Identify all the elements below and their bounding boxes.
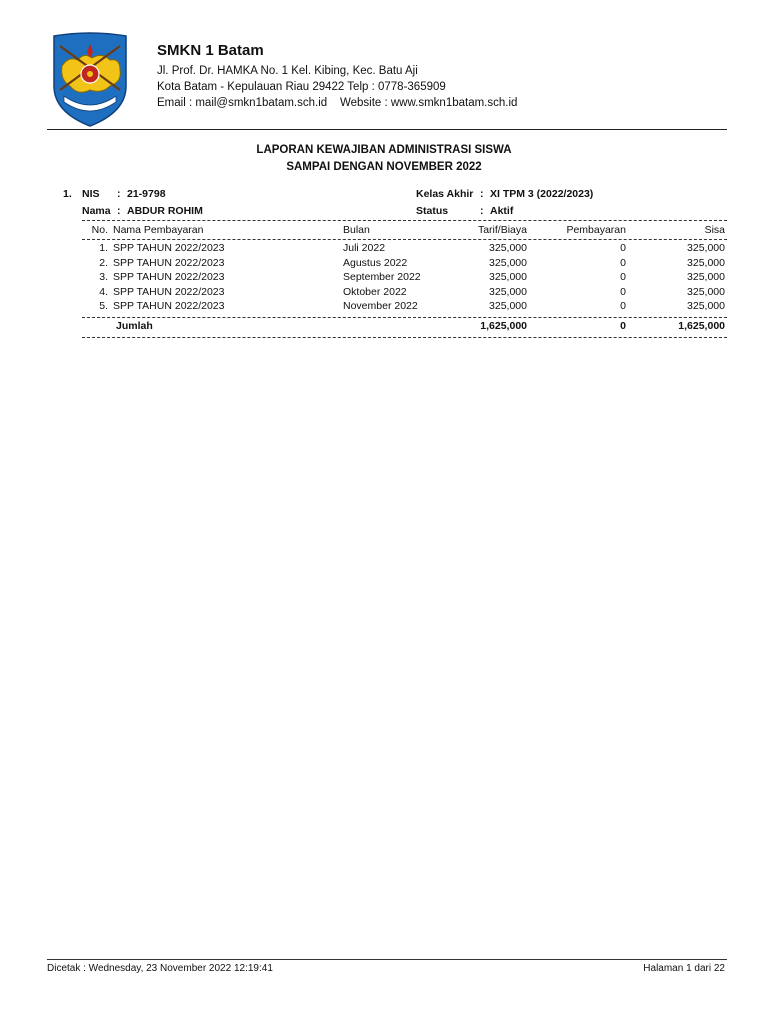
table-bottom-rule — [82, 337, 727, 338]
page-number: Halaman 1 dari 22 — [643, 963, 725, 974]
row-nama: SPP TAHUN 2022/2023 — [113, 271, 225, 283]
header-divider — [47, 129, 727, 130]
total-pembayaran: 0 — [620, 320, 626, 332]
row-nama: SPP TAHUN 2022/2023 — [113, 242, 225, 254]
table-header-rule — [82, 239, 727, 240]
row-no: 2. — [99, 257, 108, 269]
row-bulan: Oktober 2022 — [343, 286, 407, 298]
status-value: Aktif — [490, 205, 514, 217]
total-label: Jumlah — [116, 320, 153, 332]
row-pembayaran: 0 — [620, 242, 626, 254]
row-no: 4. — [99, 286, 108, 298]
student-index: 1. — [63, 188, 72, 200]
row-tarif: 325,000 — [489, 242, 527, 254]
row-no: 1. — [99, 242, 108, 254]
table-header-row — [0, 224, 768, 238]
email-website-line: Email : mail@smkn1batam.sch.id Website : www.smkn1batam.sch.id — [157, 97, 518, 109]
status-separator: : — [480, 205, 484, 217]
row-tarif: 325,000 — [489, 257, 527, 269]
table-row — [0, 257, 768, 271]
header-pembayaran: Pembayaran — [566, 224, 626, 236]
nis-value: 21-9798 — [127, 188, 166, 200]
row-tarif: 325,000 — [489, 271, 527, 283]
nama-separator: : — [117, 205, 121, 217]
row-no: 3. — [99, 271, 108, 283]
table-row — [0, 242, 768, 256]
kelas-value: XI TPM 3 (2022/2023) — [490, 188, 594, 200]
row-pembayaran: 0 — [620, 300, 626, 312]
school-crest-icon — [50, 28, 130, 128]
row-bulan: September 2022 — [343, 271, 421, 283]
header-no: No. — [91, 224, 108, 236]
row-sisa: 325,000 — [687, 286, 725, 298]
header-sisa: Sisa — [704, 224, 725, 236]
row-bulan: Juli 2022 — [343, 242, 386, 254]
row-nama: SPP TAHUN 2022/2023 — [113, 286, 225, 298]
nama-label: Nama — [82, 205, 111, 217]
row-sisa: 325,000 — [687, 257, 725, 269]
row-tarif: 325,000 — [489, 300, 527, 312]
row-sisa: 325,000 — [687, 300, 725, 312]
nis-label: NIS — [82, 188, 100, 200]
report-title: LAPORAN KEWAJIBAN ADMINISTRASI SISWA — [256, 144, 512, 156]
table-total-row — [0, 320, 768, 334]
row-sisa: 325,000 — [687, 242, 725, 254]
table-row — [0, 286, 768, 300]
row-pembayaran: 0 — [620, 286, 626, 298]
total-tarif: 1,625,000 — [480, 320, 527, 332]
nama-value: ABDUR ROHIM — [127, 205, 203, 217]
report-header — [0, 0, 768, 140]
header-bulan: Bulan — [343, 224, 370, 236]
footer-divider — [47, 959, 727, 960]
kelas-separator: : — [480, 188, 484, 200]
total-sisa: 1,625,000 — [678, 320, 725, 332]
row-nama: SPP TAHUN 2022/2023 — [113, 257, 225, 269]
kelas-label: Kelas Akhir — [416, 188, 474, 200]
header-nama-pembayaran: Nama Pembayaran — [113, 224, 204, 236]
contact-line: Kota Batam - Kepulauan Riau 29422 Telp : 0778-365909 — [157, 81, 446, 93]
table-total-rule — [82, 317, 727, 318]
row-bulan: Agustus 2022 — [343, 257, 408, 269]
row-sisa: 325,000 — [687, 271, 725, 283]
row-nama: SPP TAHUN 2022/2023 — [113, 300, 225, 312]
row-pembayaran: 0 — [620, 257, 626, 269]
address-line: Jl. Prof. Dr. HAMKA No. 1 Kel. Kibing, Kec. Batu Aji — [157, 65, 418, 77]
status-label: Status — [416, 205, 449, 217]
header-tarif: Tarif/Biaya — [477, 224, 527, 236]
row-bulan: November 2022 — [343, 300, 418, 312]
printed-timestamp: Dicetak : Wednesday, 23 November 2022 12:19:41 — [47, 963, 273, 974]
row-pembayaran: 0 — [620, 271, 626, 283]
table-row — [0, 300, 768, 314]
table-top-rule — [82, 220, 727, 221]
report-subtitle: SAMPAI DENGAN NOVEMBER 2022 — [286, 161, 482, 173]
school-name: SMKN 1 Batam — [157, 42, 264, 59]
table-row — [0, 271, 768, 285]
row-tarif: 325,000 — [489, 286, 527, 298]
nis-separator: : — [117, 188, 121, 200]
row-no: 5. — [99, 300, 108, 312]
